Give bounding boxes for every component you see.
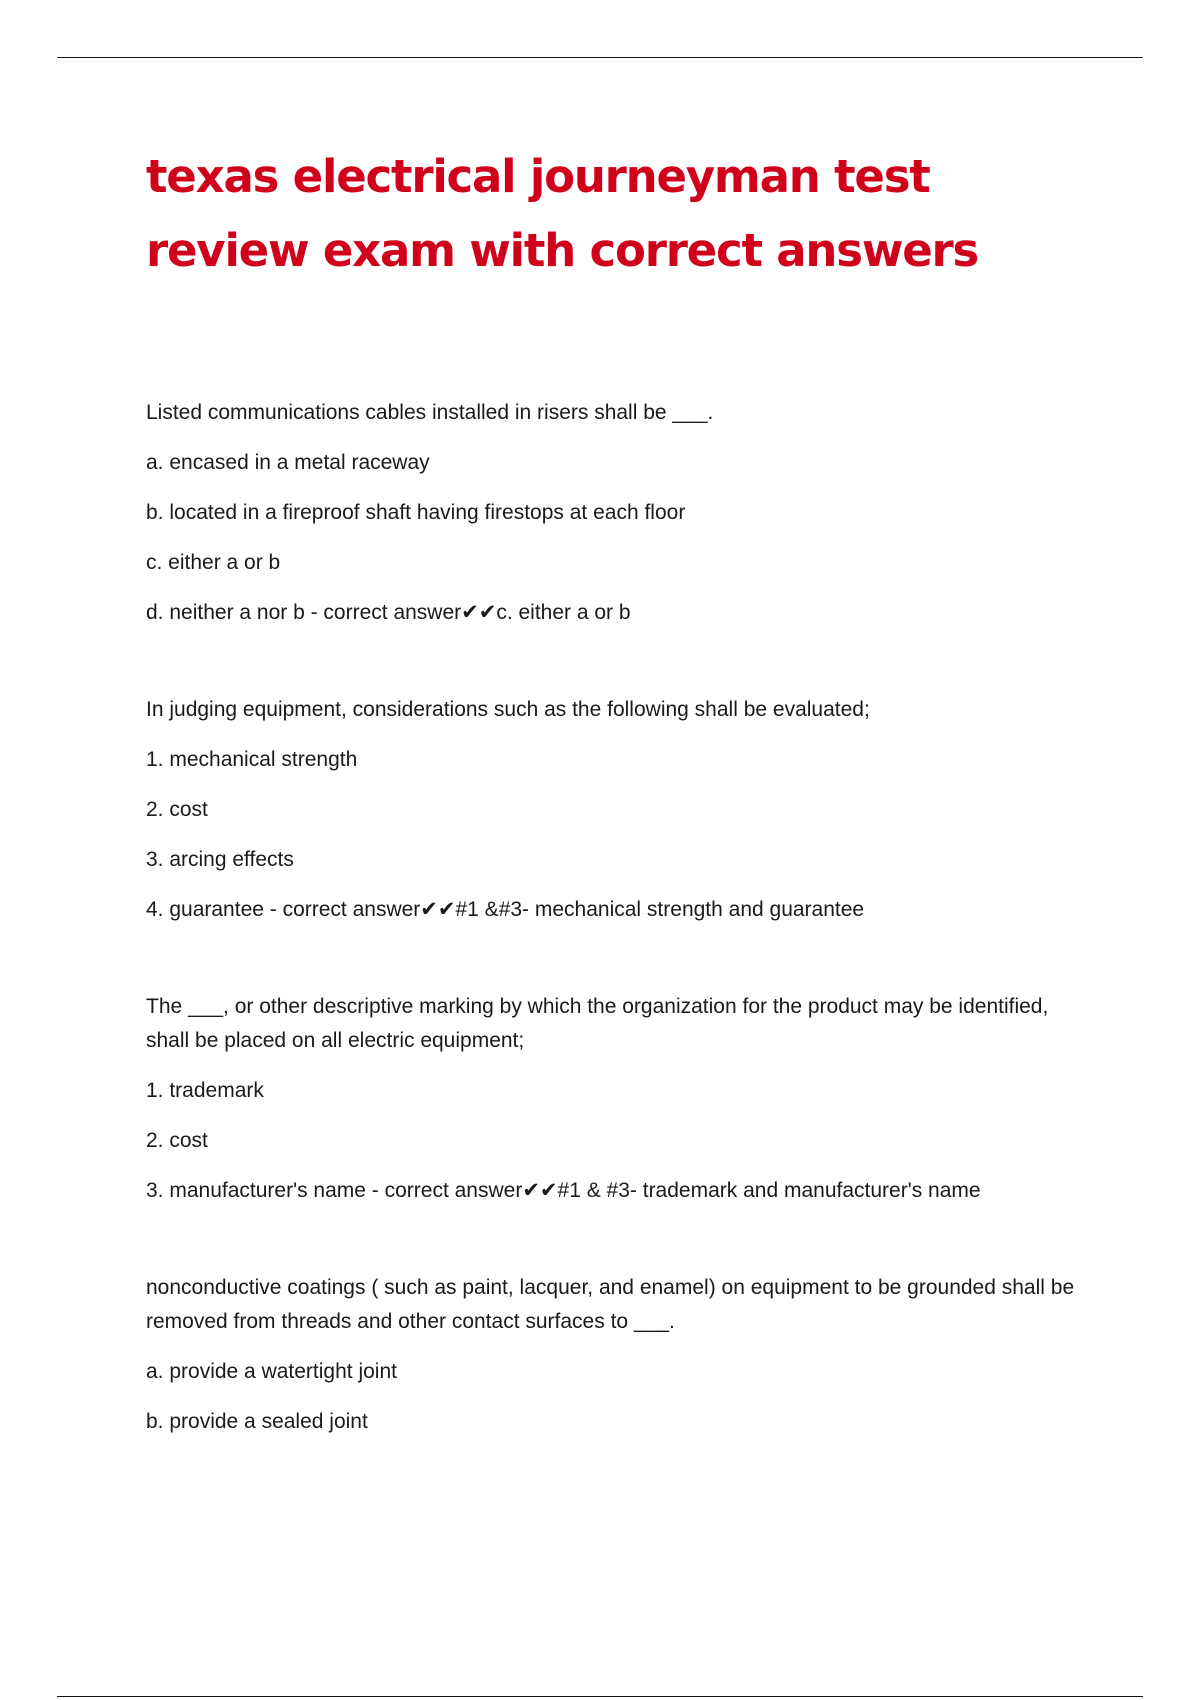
answer-option-with-correct-answer: 4. guarantee - correct answer✔✔#1 &#3- mechanical strength and guarantee bbox=[146, 898, 865, 921]
answer-option: b. provide a sealed joint bbox=[146, 1410, 368, 1433]
answer-option: 1. trademark bbox=[146, 1079, 264, 1102]
answer-option: a. provide a watertight joint bbox=[146, 1360, 397, 1383]
question-block bbox=[146, 1271, 1086, 1439]
top-rule bbox=[57, 57, 1143, 58]
answer-option: 1. mechanical strength bbox=[146, 748, 358, 771]
question-text: Listed communications cables installed in risers shall be ___. bbox=[146, 401, 714, 424]
question-text: In judging equipment, considerations such as the following shall be evaluated; bbox=[146, 698, 870, 721]
bottom-rule bbox=[57, 1696, 1143, 1697]
answer-option: 3. arcing effects bbox=[146, 848, 294, 871]
answer-option-with-correct-answer: d. neither a nor b - correct answer✔✔c. either a or b bbox=[146, 601, 631, 624]
question-text: The ___, or other descriptive marking by which the organization for the product may be identified, shall be placed on all electric equipment; bbox=[146, 995, 1049, 1052]
answer-option: b. located in a fireproof shaft having firestops at each floor bbox=[146, 501, 686, 524]
answer-option-with-correct-answer: 3. manufacturer's name - correct answer✔✔#1 & #3- trademark and manufacturer's name bbox=[146, 1179, 981, 1202]
question-block bbox=[146, 990, 1086, 1208]
question-text: nonconductive coatings ( such as paint, lacquer, and enamel) on equipment to be grounded shall be removed from threads and other contact surfaces to ___. bbox=[146, 1276, 1075, 1333]
question-list bbox=[146, 396, 1086, 1439]
answer-option: 2. cost bbox=[146, 1129, 208, 1152]
question-block bbox=[146, 396, 1086, 630]
question-block bbox=[146, 693, 1086, 927]
answer-option: c. either a or b bbox=[146, 551, 281, 574]
document-title: texas electrical journeyman test review exam with correct answers bbox=[146, 150, 979, 277]
answer-option: a. encased in a metal raceway bbox=[146, 451, 430, 474]
answer-option: 2. cost bbox=[146, 798, 208, 821]
